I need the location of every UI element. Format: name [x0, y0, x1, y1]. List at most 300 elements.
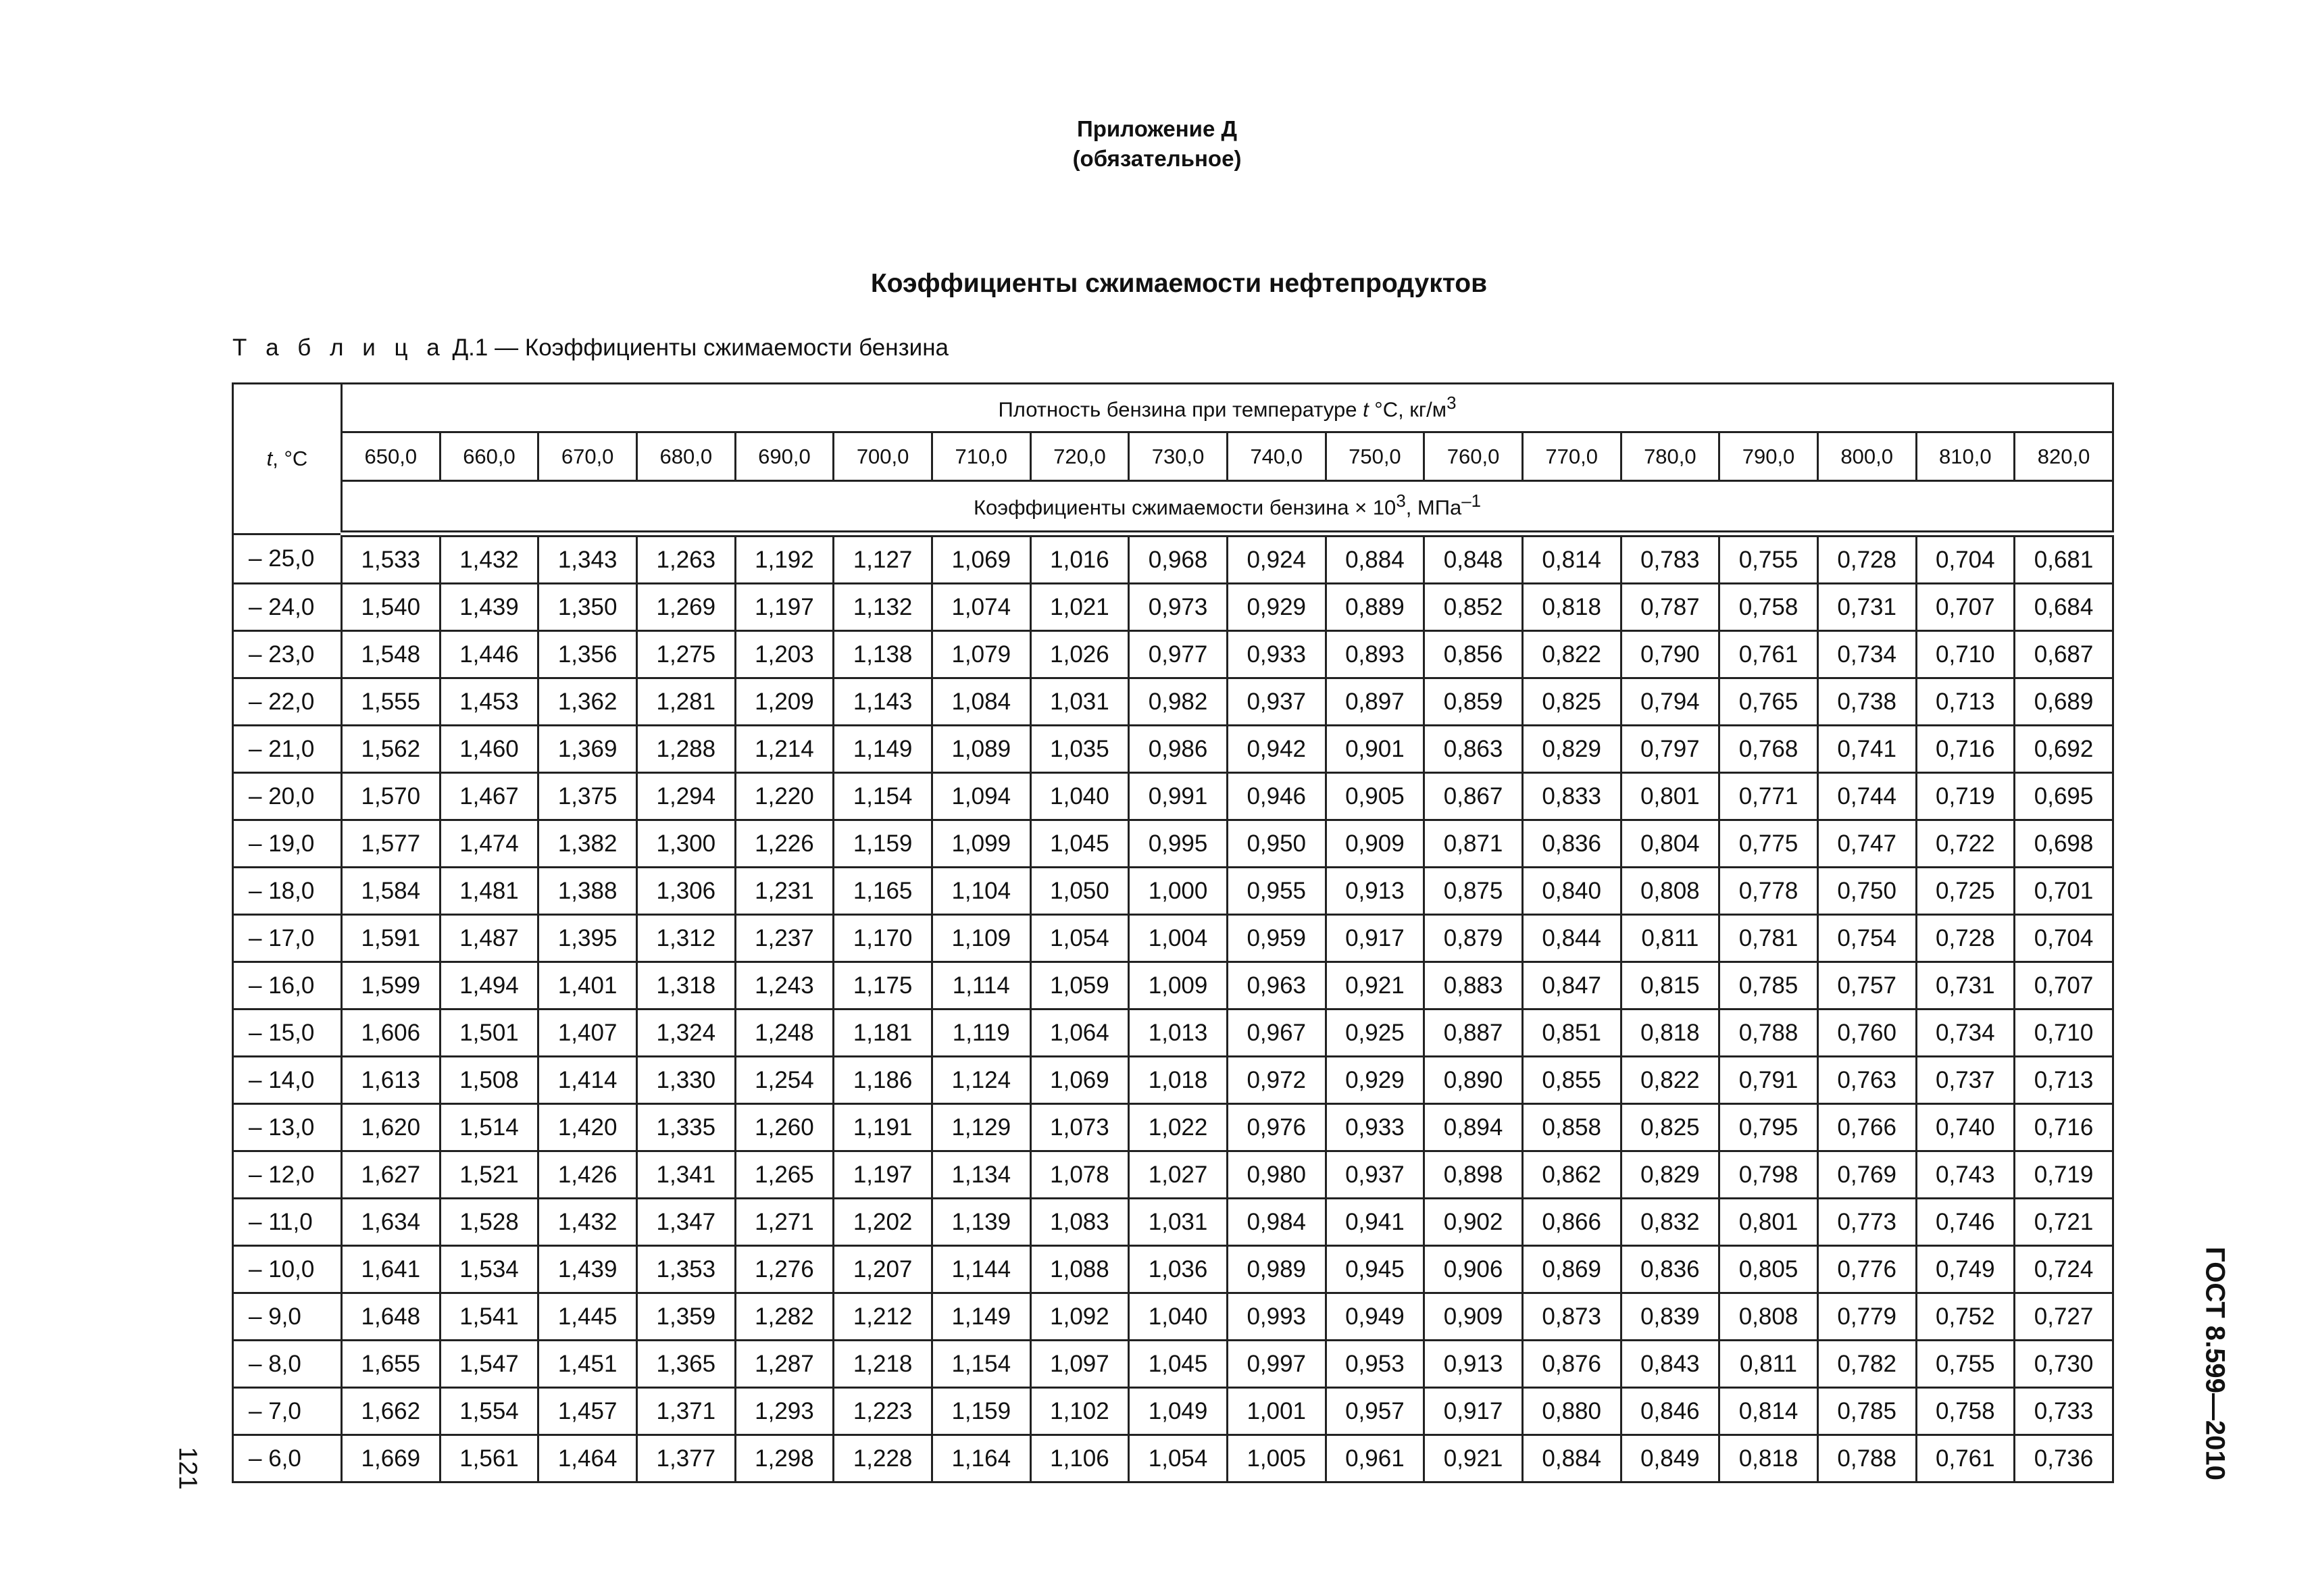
coefficient-cell: 1,359	[636, 1293, 735, 1341]
appendix-title: Приложение Д	[1077, 116, 1237, 141]
coefficient-cell: 0,844	[1522, 915, 1621, 962]
coefficient-cell: 1,094	[932, 773, 1030, 820]
coefficient-cell: 0,897	[1326, 678, 1424, 726]
table-row	[233, 1009, 2113, 1057]
coefficient-cell: 1,000	[1129, 868, 1228, 915]
coefficient-cell: 1,439	[538, 1246, 637, 1293]
coefficient-cell: 0,832	[1621, 1199, 1719, 1246]
coefficient-cell: 1,481	[440, 868, 538, 915]
coefficient-cell: 0,684	[2015, 584, 2113, 631]
table-row	[233, 534, 2113, 584]
coefficient-cell: 0,858	[1522, 1104, 1621, 1151]
coefficient-cell: 1,050	[1030, 868, 1129, 915]
coefficient-cell: 0,963	[1227, 962, 1326, 1009]
coefficient-cell: 0,734	[1916, 1009, 2015, 1057]
coefficient-cell: 1,377	[636, 1435, 735, 1482]
header-row-density-values	[233, 432, 2113, 481]
coefficient-cell: 0,781	[1719, 915, 1818, 962]
coefficient-cell: 1,248	[735, 1009, 834, 1057]
coefficient-cell: 0,785	[1719, 962, 1818, 1009]
coefficient-cell: 1,271	[735, 1199, 834, 1246]
coefficient-cell: 1,420	[538, 1104, 637, 1151]
coefficient-cell: 1,109	[932, 915, 1030, 962]
coefficient-cell: 0,783	[1621, 534, 1719, 584]
coefficient-cell: 0,747	[1817, 820, 1916, 868]
coefficient-cell: 1,501	[440, 1009, 538, 1057]
coefficient-cell: 0,909	[1424, 1293, 1523, 1341]
coefficient-cell: 0,788	[1719, 1009, 1818, 1057]
density-value-cell: 810,0	[1916, 432, 2015, 481]
coefficient-cell: 0,986	[1129, 726, 1228, 773]
coefficient-cell: 1,318	[636, 962, 735, 1009]
coefficient-cell: 1,382	[538, 820, 637, 868]
coefficient-cell: 0,933	[1227, 631, 1326, 678]
density-value-cell: 660,0	[440, 432, 538, 481]
coefficient-cell: 0,909	[1326, 820, 1424, 868]
header-row-density	[233, 384, 2113, 432]
coefficient-cell: 0,719	[1916, 773, 2015, 820]
coefficient-cell: 0,811	[1621, 915, 1719, 962]
coefficient-cell: 0,873	[1522, 1293, 1621, 1341]
coefficient-cell: 0,704	[1916, 534, 2015, 584]
coefficient-cell: 1,231	[735, 868, 834, 915]
coefficient-cell: 0,779	[1817, 1293, 1916, 1341]
coefficient-cell: 0,761	[1719, 631, 1818, 678]
table-row	[233, 1199, 2113, 1246]
coefficient-cell: 0,862	[1522, 1151, 1621, 1199]
coefficient-cell: 0,984	[1227, 1199, 1326, 1246]
density-header: Плотность бензина при температуре t °С, $кг/м^3$	[342, 384, 2113, 432]
coefficient-cell: 1,218	[834, 1341, 932, 1388]
coefficient-cell: 0,825	[1621, 1104, 1719, 1151]
coefficient-cell: 1,186	[834, 1057, 932, 1104]
coefficient-cell: 0,855	[1522, 1057, 1621, 1104]
coefficient-cell: 1,013	[1129, 1009, 1228, 1057]
coefficient-cell: 1,347	[636, 1199, 735, 1246]
coefficient-cell: 1,005	[1227, 1435, 1326, 1482]
coefficient-cell: 1,395	[538, 915, 637, 962]
temperature-cell: – 23,0	[233, 631, 342, 678]
coefficient-cell: 0,836	[1621, 1246, 1719, 1293]
coefficient-cell: 0,818	[1621, 1009, 1719, 1057]
coefficient-cell: 0,804	[1621, 820, 1719, 868]
density-value-cell: 680,0	[636, 432, 735, 481]
coefficient-cell: 1,432	[538, 1199, 637, 1246]
coefficient-cell: 1,451	[538, 1341, 637, 1388]
coefficient-cell: 1,562	[342, 726, 441, 773]
coefficient-cell: 1,159	[834, 820, 932, 868]
coefficient-cell: 0,829	[1621, 1151, 1719, 1199]
coefficient-cell: 0,929	[1227, 584, 1326, 631]
coefficient-cell: 1,528	[440, 1199, 538, 1246]
coefficient-cell: 1,040	[1030, 773, 1129, 820]
coefficient-cell: 1,192	[735, 534, 834, 584]
temperature-cell: – 8,0	[233, 1341, 342, 1388]
coefficient-cell: 0,953	[1326, 1341, 1424, 1388]
coefficient-cell: 1,591	[342, 915, 441, 962]
coefficient-cell: 0,839	[1621, 1293, 1719, 1341]
coefficient-cell: 1,031	[1030, 678, 1129, 726]
coefficient-cell: 0,738	[1817, 678, 1916, 726]
coefficient-cell: 1,089	[932, 726, 1030, 773]
table-row	[233, 962, 2113, 1009]
coefficient-cell: 0,866	[1522, 1199, 1621, 1246]
coefficient-cell: 0,701	[2015, 868, 2113, 915]
coefficient-cell: 0,757	[1817, 962, 1916, 1009]
coefficient-cell: 1,432	[440, 534, 538, 584]
coefficient-cell: 0,758	[1916, 1388, 2015, 1435]
coefficient-cell: 0,876	[1522, 1341, 1621, 1388]
coefficient-cell: 0,913	[1424, 1341, 1523, 1388]
coefficient-cell: 1,388	[538, 868, 637, 915]
table-row	[233, 1104, 2113, 1151]
coefficient-cell: 1,534	[440, 1246, 538, 1293]
coefficient-cell: 1,026	[1030, 631, 1129, 678]
temperature-cell: – 16,0	[233, 962, 342, 1009]
coefficient-cell: 0,875	[1424, 868, 1523, 915]
coefficient-cell: 1,027	[1129, 1151, 1228, 1199]
coefficient-cell: 0,801	[1621, 773, 1719, 820]
coefficient-cell: 0,925	[1326, 1009, 1424, 1057]
coefficient-cell: 0,775	[1719, 820, 1818, 868]
coefficient-cell: 1,547	[440, 1341, 538, 1388]
coefficient-cell: 0,997	[1227, 1341, 1326, 1388]
temperature-cell: – 25,0	[233, 534, 342, 584]
coefficient-cell: 0,991	[1129, 773, 1228, 820]
coefficient-cell: 1,293	[735, 1388, 834, 1435]
coefficient-cell: 1,129	[932, 1104, 1030, 1151]
coefficient-cell: 1,541	[440, 1293, 538, 1341]
coefficient-cell: 1,487	[440, 915, 538, 962]
coefficient-cell: 0,692	[2015, 726, 2113, 773]
density-value-cell: 730,0	[1129, 432, 1228, 481]
coefficient-cell: 0,884	[1522, 1435, 1621, 1482]
coefficient-cell: 0,746	[1916, 1199, 2015, 1246]
coefficient-cell: 0,929	[1326, 1057, 1424, 1104]
coefficient-cell: 0,754	[1817, 915, 1916, 962]
coefficient-cell: 1,212	[834, 1293, 932, 1341]
coefficient-cell: 0,766	[1817, 1104, 1916, 1151]
coefficient-cell: 0,843	[1621, 1341, 1719, 1388]
coefficient-cell: 1,064	[1030, 1009, 1129, 1057]
coefficient-cell: 0,788	[1817, 1435, 1916, 1482]
coefficient-cell: 0,959	[1227, 915, 1326, 962]
coefficient-cell: 0,785	[1817, 1388, 1916, 1435]
coefficient-cell: 0,955	[1227, 868, 1326, 915]
coefficient-cell: 1,343	[538, 534, 637, 584]
coefficient-cell: 1,414	[538, 1057, 637, 1104]
coefficient-cell: 0,946	[1227, 773, 1326, 820]
coefficient-cell: 1,149	[932, 1293, 1030, 1341]
coefficient-cell: 1,474	[440, 820, 538, 868]
coefficient-cell: 0,782	[1817, 1341, 1916, 1388]
coefficient-cell: 0,818	[1719, 1435, 1818, 1482]
coefficient-cell: 0,847	[1522, 962, 1621, 1009]
coefficient-cell: 1,294	[636, 773, 735, 820]
coefficient-cell: 0,716	[2015, 1104, 2113, 1151]
coefficient-cell: 1,083	[1030, 1199, 1129, 1246]
coefficient-cell: 0,957	[1326, 1388, 1424, 1435]
coefficient-cell: 1,634	[342, 1199, 441, 1246]
coefficient-cell: 0,707	[2015, 962, 2113, 1009]
coefficient-cell: 1,300	[636, 820, 735, 868]
t-column-header: t, °C	[233, 384, 342, 534]
coefficient-cell: 1,181	[834, 1009, 932, 1057]
coefficient-cell: 1,197	[735, 584, 834, 631]
coefficient-cell: 0,730	[2015, 1341, 2113, 1388]
coefficient-cell: 1,540	[342, 584, 441, 631]
coefficient-cell: 1,040	[1129, 1293, 1228, 1341]
density-value-cell: 790,0	[1719, 432, 1818, 481]
coefficient-cell: 0,814	[1522, 534, 1621, 584]
coefficient-cell: 0,836	[1522, 820, 1621, 868]
temperature-cell: – 6,0	[233, 1435, 342, 1482]
temperature-cell: – 12,0	[233, 1151, 342, 1199]
coefficient-cell: 1,018	[1129, 1057, 1228, 1104]
density-value-cell: 670,0	[538, 432, 637, 481]
table-row	[233, 773, 2113, 820]
coefficient-cell: 1,362	[538, 678, 637, 726]
coefficient-cell: 1,426	[538, 1151, 637, 1199]
coefficient-cell: 1,457	[538, 1388, 637, 1435]
coefficient-cell: 0,880	[1522, 1388, 1621, 1435]
coefficient-cell: 0,833	[1522, 773, 1621, 820]
coefficient-cell: 1,045	[1030, 820, 1129, 868]
coefficient-cell: 0,976	[1227, 1104, 1326, 1151]
coefficient-cell: 0,704	[2015, 915, 2113, 962]
coefficient-cell: 1,533	[342, 534, 441, 584]
coefficient-cell: 1,627	[342, 1151, 441, 1199]
coefficient-cell: 0,867	[1424, 773, 1523, 820]
coefficient-cell: 0,980	[1227, 1151, 1326, 1199]
coefficient-cell: 0,811	[1719, 1341, 1818, 1388]
coefficient-cell: 0,771	[1719, 773, 1818, 820]
coefficient-cell: 1,265	[735, 1151, 834, 1199]
coefficient-cell: 0,893	[1326, 631, 1424, 678]
coefficient-cell: 0,808	[1621, 868, 1719, 915]
coefficient-cell: 1,031	[1129, 1199, 1228, 1246]
page-title: Коэффициенты сжимаемости нефтепродуктов	[870, 269, 1488, 298]
coefficient-cell: 1,613	[342, 1057, 441, 1104]
temperature-cell: – 21,0	[233, 726, 342, 773]
coefficient-cell: 1,620	[342, 1104, 441, 1151]
table-row	[233, 1435, 2113, 1482]
coefficient-cell: 1,202	[834, 1199, 932, 1246]
coefficient-cell: 1,074	[932, 584, 1030, 631]
coefficient-cell: 1,350	[538, 584, 637, 631]
coefficient-cell: 0,787	[1621, 584, 1719, 631]
density-value-cell: 750,0	[1326, 432, 1424, 481]
coefficient-cell: 0,856	[1424, 631, 1523, 678]
coefficient-cell: 0,902	[1424, 1199, 1523, 1246]
density-value-cell: 780,0	[1621, 432, 1719, 481]
coefficient-cell: 1,341	[636, 1151, 735, 1199]
coefficient-cell: 1,134	[932, 1151, 1030, 1199]
coefficient-cell: 0,921	[1424, 1435, 1523, 1482]
coefficient-cell: 1,084	[932, 678, 1030, 726]
coefficient-cell: 0,818	[1522, 584, 1621, 631]
coefficient-cell: 0,722	[1916, 820, 2015, 868]
coefficient-cell: 0,805	[1719, 1246, 1818, 1293]
coefficient-cell: 1,144	[932, 1246, 1030, 1293]
coefficient-cell: 1,049	[1129, 1388, 1228, 1435]
coefficient-cell: 1,097	[1030, 1341, 1129, 1388]
coefficient-cell: 0,993	[1227, 1293, 1326, 1341]
coefficient-cell: 0,901	[1326, 726, 1424, 773]
temperature-cell: – 13,0	[233, 1104, 342, 1151]
coefficient-cell: 1,220	[735, 773, 834, 820]
coefficient-cell: 1,276	[735, 1246, 834, 1293]
coefficient-cell: 0,949	[1326, 1293, 1424, 1341]
coefficient-cell: 0,790	[1621, 631, 1719, 678]
coefficient-cell: 1,324	[636, 1009, 735, 1057]
coefficient-cell: 1,494	[440, 962, 538, 1009]
coefficient-cell: 0,755	[1916, 1341, 2015, 1388]
coefficient-cell: 1,662	[342, 1388, 441, 1435]
coefficient-cell: 1,036	[1129, 1246, 1228, 1293]
coefficient-cell: 1,514	[440, 1104, 538, 1151]
coefficient-cell: 0,879	[1424, 915, 1523, 962]
coefficient-cell: 0,791	[1719, 1057, 1818, 1104]
coefficient-cell: 0,795	[1719, 1104, 1818, 1151]
coefficient-cell: 1,054	[1030, 915, 1129, 962]
coefficient-cell: 0,889	[1326, 584, 1424, 631]
coefficient-cell: 1,577	[342, 820, 441, 868]
coefficient-cell: 1,655	[342, 1341, 441, 1388]
coefficient-cell: 1,439	[440, 584, 538, 631]
coefficient-cell: 0,698	[2015, 820, 2113, 868]
coefficient-cell: 0,710	[2015, 1009, 2113, 1057]
coefficient-cell: 0,743	[1916, 1151, 2015, 1199]
coefficient-cell: 0,890	[1424, 1057, 1523, 1104]
coefficient-cell: 1,059	[1030, 962, 1129, 1009]
coefficient-cell: 0,825	[1522, 678, 1621, 726]
coefficient-cell: 0,734	[1817, 631, 1916, 678]
coefficient-cell: 1,460	[440, 726, 538, 773]
coefficient-cell: 1,191	[834, 1104, 932, 1151]
coefficient-cell: 0,913	[1326, 868, 1424, 915]
coefficient-cell: 0,695	[2015, 773, 2113, 820]
coefficient-cell: 0,798	[1719, 1151, 1818, 1199]
coefficient-cell: 1,570	[342, 773, 441, 820]
coefficient-cell: 1,021	[1030, 584, 1129, 631]
coefficient-cell: 1,260	[735, 1104, 834, 1151]
coefficient-cell: 1,209	[735, 678, 834, 726]
temperature-cell: – 7,0	[233, 1388, 342, 1435]
coefficient-cell: 1,669	[342, 1435, 441, 1482]
coefficient-cell: 0,713	[2015, 1057, 2113, 1104]
coefficient-cell: 1,298	[735, 1435, 834, 1482]
coefficient-cell: 0,808	[1719, 1293, 1818, 1341]
density-value-cell: 650,0	[342, 432, 441, 481]
coefficient-cell: 1,287	[735, 1341, 834, 1388]
coefficient-cell: 1,078	[1030, 1151, 1129, 1199]
coefficient-cell: 1,154	[834, 773, 932, 820]
coefficient-cell: 1,170	[834, 915, 932, 962]
temperature-cell: – 9,0	[233, 1293, 342, 1341]
coefficient-cell: 1,124	[932, 1057, 1030, 1104]
coefficient-cell: 0,942	[1227, 726, 1326, 773]
compressibility-table	[232, 382, 2114, 1483]
coefficient-cell: 0,933	[1326, 1104, 1424, 1151]
coefficient-cell: 0,763	[1817, 1057, 1916, 1104]
table-caption-prefix: Т а б л и ц а	[232, 334, 446, 361]
coefficient-cell: 1,606	[342, 1009, 441, 1057]
coefficient-cell: 0,741	[1817, 726, 1916, 773]
density-value-cell: 760,0	[1424, 432, 1523, 481]
coefficient-cell: 1,114	[932, 962, 1030, 1009]
coefficient-cell: 1,467	[440, 773, 538, 820]
coefficient-cell: 1,641	[342, 1246, 441, 1293]
coefficient-cell: 0,814	[1719, 1388, 1818, 1435]
coefficient-cell: 1,143	[834, 678, 932, 726]
coefficient-cell: 0,950	[1227, 820, 1326, 868]
coefficient-cell: 0,681	[2015, 534, 2113, 584]
coefficient-cell: 0,778	[1719, 868, 1818, 915]
table-row	[233, 868, 2113, 915]
coefficient-cell: 1,119	[932, 1009, 1030, 1057]
coefficient-cell: 1,335	[636, 1104, 735, 1151]
coefficient-cell: 1,139	[932, 1199, 1030, 1246]
coefficient-cell: 0,755	[1719, 534, 1818, 584]
coefficient-cell: 0,713	[1916, 678, 2015, 726]
table-row	[233, 584, 2113, 631]
coefficient-cell: 0,736	[2015, 1435, 2113, 1482]
coefficient-cell: 0,721	[2015, 1199, 2113, 1246]
page-number: 121	[173, 1447, 202, 1490]
coefficient-cell: 0,768	[1719, 726, 1818, 773]
coefficient-cell: 0,840	[1522, 868, 1621, 915]
temperature-cell: – 22,0	[233, 678, 342, 726]
coefficient-cell: 0,846	[1621, 1388, 1719, 1435]
coefficient-cell: 0,887	[1424, 1009, 1523, 1057]
coefficient-cell: 0,769	[1817, 1151, 1916, 1199]
temperature-cell: – 24,0	[233, 584, 342, 631]
coefficient-cell: 0,733	[2015, 1388, 2113, 1435]
coefficient-cell: 1,228	[834, 1435, 932, 1482]
density-value-cell: 690,0	[735, 432, 834, 481]
coefficient-cell: 1,508	[440, 1057, 538, 1104]
coefficient-cell: 1,203	[735, 631, 834, 678]
coefficient-cell: 0,921	[1326, 962, 1424, 1009]
coefficient-cell: 1,548	[342, 631, 441, 678]
coefficient-cell: 0,937	[1326, 1151, 1424, 1199]
coefficient-cell: 1,054	[1129, 1435, 1228, 1482]
coefficient-cell: 1,159	[932, 1388, 1030, 1435]
table-row	[233, 1293, 2113, 1341]
coefficient-cell: 1,069	[932, 534, 1030, 584]
coefficient-cell: 1,138	[834, 631, 932, 678]
coefficient-cell: 1,330	[636, 1057, 735, 1104]
coefficient-cell: 0,972	[1227, 1057, 1326, 1104]
coefficient-cell: 0,863	[1424, 726, 1523, 773]
table-row	[233, 726, 2113, 773]
coefficient-cell: 1,104	[932, 868, 1030, 915]
coefficient-cell: 1,175	[834, 962, 932, 1009]
coefficient-cell: 1,165	[834, 868, 932, 915]
coefficient-cell: 1,207	[834, 1246, 932, 1293]
coefficient-cell: 0,852	[1424, 584, 1523, 631]
density-value-cell: 720,0	[1030, 432, 1129, 481]
coefficient-cell: 0,898	[1424, 1151, 1523, 1199]
coefficient-cell: 1,599	[342, 962, 441, 1009]
coefficient-cell: 1,197	[834, 1151, 932, 1199]
coefficient-cell: 0,752	[1916, 1293, 2015, 1341]
coefficient-cell: 0,973	[1129, 584, 1228, 631]
temperature-cell: – 15,0	[233, 1009, 342, 1057]
coefficient-cell: 1,001	[1227, 1388, 1326, 1435]
coefficient-cell: 1,648	[342, 1293, 441, 1341]
